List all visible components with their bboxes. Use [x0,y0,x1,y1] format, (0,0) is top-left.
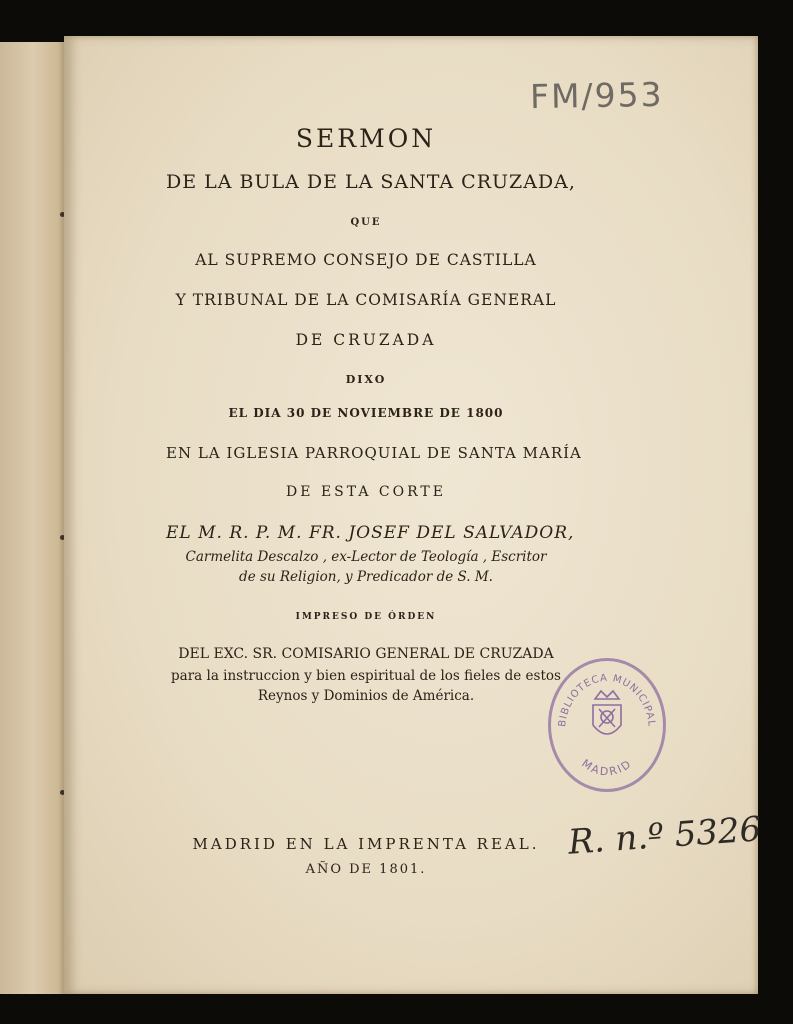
stamp-top-text: BIBLIOTECA MUNICIPAL [557,672,657,728]
title-line: Y TRIBUNAL DE LA COMISARÍA GENERAL [175,291,557,309]
order-line: Reynos y Dominios de América. [257,688,475,704]
title-que: QUE [350,217,382,228]
title-line: EN LA IGLESIA PARROQUIAL DE SANTA MARÍA [166,444,582,462]
author-description: de su Religion, y Predicador de S. M. [239,569,493,585]
title-line: SERMON [295,124,437,153]
title-line: DE CRUZADA [295,331,437,349]
title-line: AL SUPREMO CONSEJO DE CASTILLA [195,251,537,269]
order-line: para la instruccion y bien espiritual de los fieles de estos [171,668,561,684]
stamp-bottom-text: MADRID [579,756,635,779]
author-description: Carmelita Descalzo , ex-Lector de Teología , Escritor [185,549,547,565]
title-line: DE ESTA CORTE [286,484,446,500]
svg-text:MADRID [579,757,634,779]
order-line: DEL EXC. SR. COMISARIO GENERAL DE CRUZADA [178,646,554,662]
left-page-edge [0,42,67,994]
order-heading: IMPRESO DE ÓRDEN [295,612,437,622]
subtitle-line: DE LA BULA DE LA SANTA CRUZADA, [166,171,576,193]
svg-text:BIBLIOTECA MUNICIPAL [557,673,657,728]
date-line: EL DIA 30 DE NOVIEMBRE DE 1800 [228,406,504,420]
handwritten-note: R. n.º 5326 [566,809,763,863]
shelfmark: FM/953 [529,74,664,117]
author-name: EL M. R. P. M. FR. JOSEF DEL SALVADOR, [166,523,575,543]
imprint-line: MADRID EN LA IMPRENTA REAL. [192,835,540,853]
coat-of-arms-icon [593,691,621,734]
imprint-year: AÑO DE 1801. [305,862,427,877]
library-stamp [548,658,666,792]
title-dixo: DIXO [345,373,387,386]
